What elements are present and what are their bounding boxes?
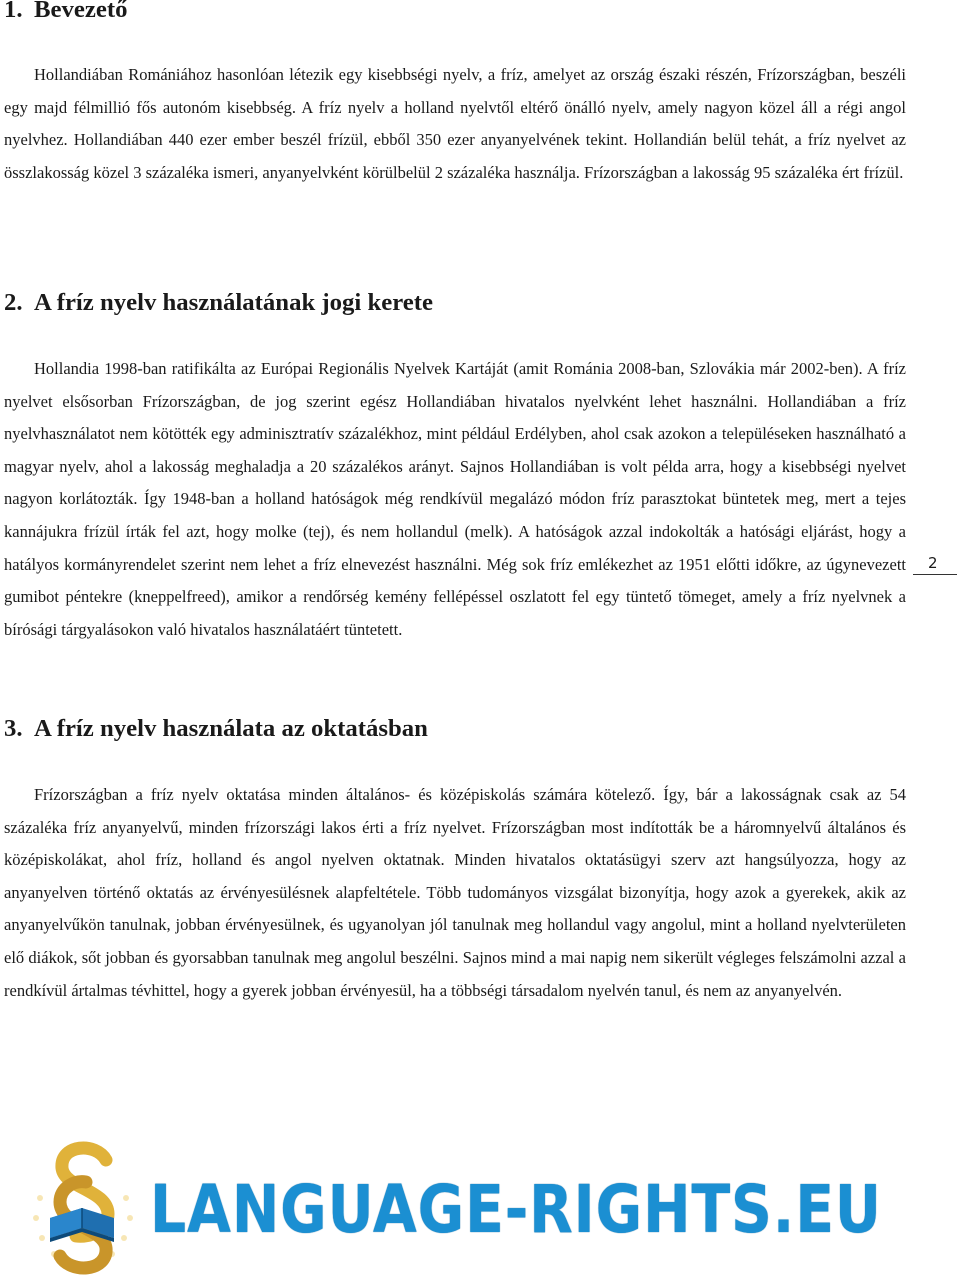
section-2-number: 2. <box>4 289 23 316</box>
section-2-paragraph: Hollandia 1998-ban ratifikálta az Európai Regionális Nyelvek Kartáját (amit Románia 2008-ban, Szlovákia már 2002-ben). A fríz nyelvet elsősorban Frízországban, de jog szerint egész Hollandiában hivatalos nyelvként lehet használni. Hollandiában a fríz nyelvhasználatot nem kötötték egy adminisztratív százalékhoz, mint például Erdélyben, ahol csak azokon a településeken használható a magyar nyelv, ahol a lakosság meghaladja a 20 százalékos arányt. Sajnos Hollandiában is volt példa arra, hogy a kisebbségi nyelvet nagyon korlátozták. Így 1948-ban a holland hatóságok még rendkívül megalázó módon fríz parasztokat büntetek meg, mert a tejes kannájukra frízül írták fel azt, hogy molke (tej), és nem hollandul (melk). A hatóságok azzal indokolták a hatósági eljárást, hogy a hatályos kormányrendelet szerint nem lehet a fríz elnevezést használni. Még sok fríz emlékezhet az 1951 előtti időkre, az úgynevezett gumibot péntekre (kneppelfreed), amikor a rendőrség kemény fellépéssel oszlatott fel egy tüntető tömeget, amely a fríz nyelvnek a bírósági tárgyalásokon való hivatalos használatáért tüntetett. <box>4 359 906 639</box>
section-sign-book-emblem-icon <box>20 1138 150 1278</box>
section-3-number: 3. <box>4 715 23 742</box>
section-2-heading <box>4 287 936 320</box>
section-3-title: A fríz nyelv használata az oktatásban <box>34 715 428 742</box>
section-1-title: Bevezető <box>34 0 128 23</box>
section-3-paragraph: Frízországban a fríz nyelv oktatása minden általános- és középiskolás számára kötelező. Így, bár a lakosságnak csak az 54 százaléka fríz anyanyelvű, minden frízországi lakos érti a fríz nyelvet. Frízországban most indították be a háromnyelvű általános és középiskolákat, ahol fríz, holland és angol nyelven oktatnak. Minden hivatalos oktatásügyi szerv azt hangsúlyozza, hogy az anyanyelven történő oktatás az érvényesülésnek alapfeltétele. Több tudományos vizsgálat bizonyítja, hogy azok a gyerekek, akik az anyanyelvűkön tanulnak, jobban érvényesülnek, és ugyanolyan jól tanulnak meg hollandul vagy angolul, mint a holland nyelvterületen elő diákok, sőt jobban és gyorsabban tanulnak meg angolul beszélni. Sajnos mind a mai napig nem sikerült végleges felszámolni azzal a rendkívül ártalmas tévhittel, hogy a gyerek jobban érvényesül, ha a többségi társadalom nyelvén tanul, és nem az anyanyelvén. <box>4 785 906 1000</box>
section-1-number: 1. <box>4 0 23 23</box>
section-1-paragraph: Hollandiában Romániához hasonlóan létezik egy kisebbségi nyelv, a fríz, amelyet az ország északi részén, Frízországban, beszéli egy majd félmillió fős autonóm kisebbség. A fríz nyelv a holland nyelvtől eltérő önálló nyelv, amely nagyon közel áll a régi angol nyelvhez. Hollandiában 440 ezer ember beszél frízül, ebből 350 ezer anyanyelvének tekint. Hollandián belül tehát, a fríz nyelvet az összlakosság közel 3 százaléka ismeri, anyanyelvként körülbelül 2 százaléka használja. Frízországban a lakosság 95 százaléka ért frízül. <box>4 65 906 182</box>
page-number: 2 <box>913 552 957 575</box>
logo-wordmark: LANGUAGE-RIGHTS.EU <box>150 1171 882 1248</box>
section-3-heading <box>4 713 936 746</box>
section-1-heading <box>4 0 936 27</box>
language-rights-logo <box>0 1130 960 1285</box>
section-2-title: A fríz nyelv használatának jogi kerete <box>34 289 433 316</box>
